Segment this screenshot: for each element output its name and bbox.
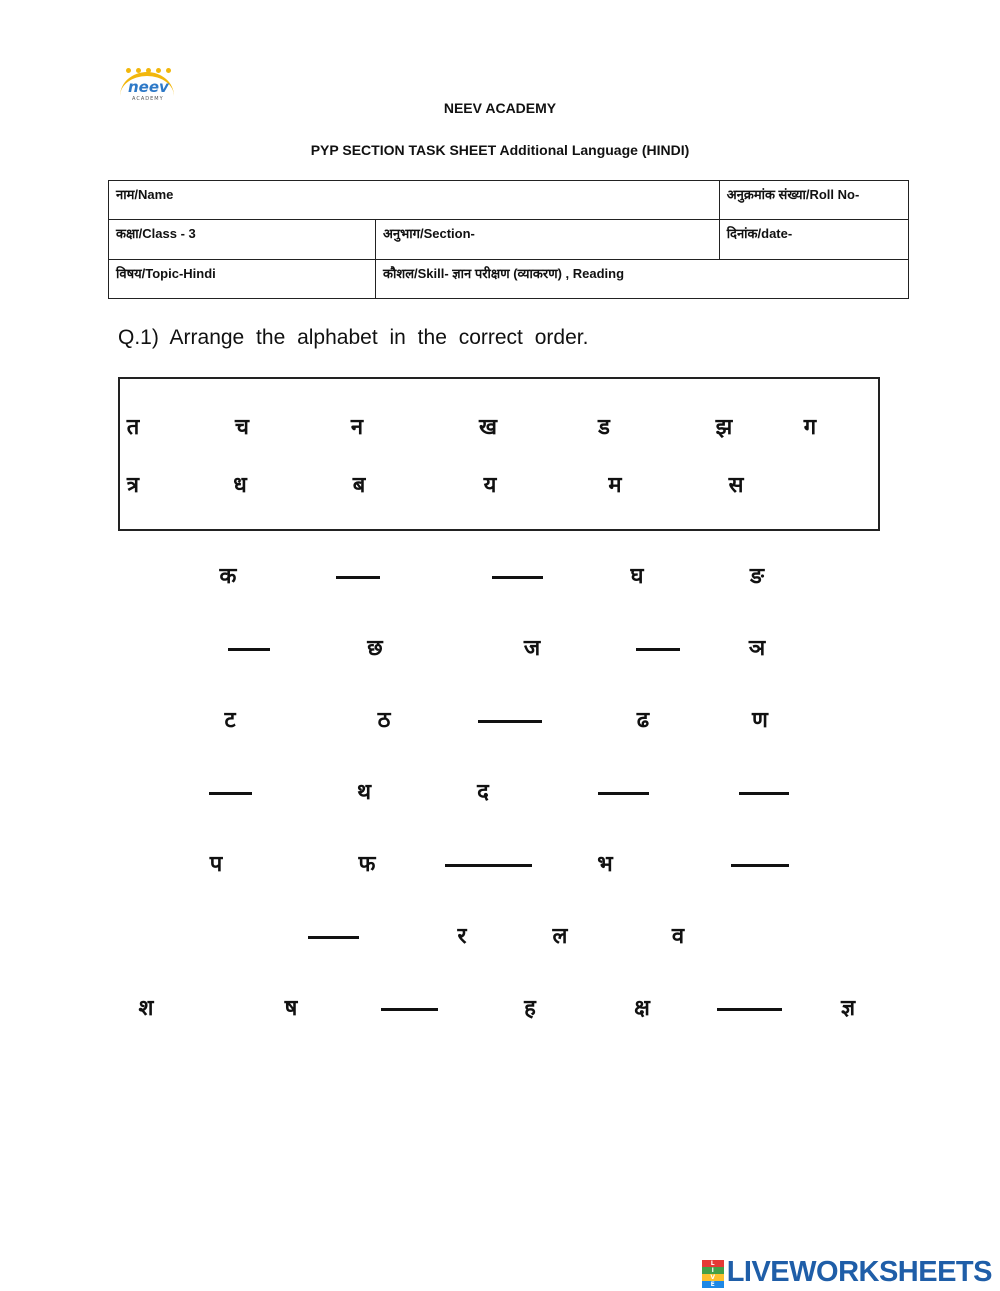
answer-blank[interactable] bbox=[717, 1008, 782, 1011]
answer-blank[interactable] bbox=[636, 648, 680, 651]
word-bank-letter[interactable]: ब bbox=[352, 473, 366, 498]
question-text: Q.1) Arrange the alphabet in the correct order. bbox=[118, 326, 589, 349]
answer-letter: द bbox=[477, 780, 489, 805]
answer-blank[interactable] bbox=[308, 936, 359, 939]
word-bank-letter[interactable]: त्र bbox=[126, 473, 140, 498]
name-cell[interactable]: नाम/Name bbox=[109, 181, 720, 220]
sheet-title: PYP SECTION TASK SHEET Additional Language (HINDI) bbox=[310, 142, 690, 158]
badge-letter: I bbox=[702, 1267, 724, 1274]
word-bank-letter[interactable]: म bbox=[608, 473, 622, 498]
word-bank-letter[interactable]: ख bbox=[479, 415, 497, 440]
date-cell[interactable]: दिनांक/date- bbox=[719, 220, 908, 259]
answer-letter: ज्ञ bbox=[840, 996, 856, 1021]
skill-cell: कौशल/Skill- ज्ञान परीक्षण (व्याकरण) , Reading bbox=[376, 259, 909, 298]
liveworksheets-footer bbox=[702, 1256, 992, 1288]
answer-letter: फ bbox=[358, 852, 376, 877]
answer-letter: ज bbox=[523, 636, 541, 661]
liveworksheets-brand: LIVEWORKSHEETS bbox=[726, 1255, 992, 1288]
answer-letter: छ bbox=[367, 636, 383, 661]
word-bank-letter[interactable]: ध bbox=[233, 473, 247, 498]
answer-blank[interactable] bbox=[598, 792, 649, 795]
section-cell[interactable]: अनुभाग/Section- bbox=[376, 220, 720, 259]
student-info-table bbox=[108, 180, 909, 299]
word-bank-letter[interactable]: च bbox=[235, 415, 249, 440]
answer-blank[interactable] bbox=[209, 792, 252, 795]
topic-cell: विषय/Topic-Hindi bbox=[109, 259, 376, 298]
answer-blank[interactable] bbox=[739, 792, 789, 795]
answer-letter: प bbox=[209, 852, 223, 877]
answer-blank[interactable] bbox=[492, 576, 543, 579]
answer-letter: ल bbox=[552, 924, 568, 949]
badge-letter: V bbox=[702, 1274, 724, 1281]
word-bank-letter[interactable]: य bbox=[483, 473, 497, 498]
word-bank-letter[interactable]: झ bbox=[715, 415, 733, 440]
school-name: NEEV ACADEMY bbox=[443, 100, 557, 116]
answer-letter: ठ bbox=[377, 708, 391, 733]
logo-text: neev bbox=[128, 78, 169, 96]
answer-letter: व bbox=[671, 924, 685, 949]
liveworksheets-logo-icon bbox=[702, 1260, 724, 1288]
answer-letter: घ bbox=[630, 564, 644, 589]
badge-letter: E bbox=[702, 1281, 724, 1288]
answer-letter: ढ bbox=[636, 708, 650, 733]
answer-letter: थ bbox=[356, 780, 372, 805]
roll-cell[interactable]: अनुक्रमांक संख्या/Roll No- bbox=[719, 181, 908, 220]
class-cell: कक्षा/Class - 3 bbox=[109, 220, 376, 259]
answer-letter: र bbox=[457, 924, 467, 949]
answer-blank[interactable] bbox=[381, 1008, 438, 1011]
answer-blank[interactable] bbox=[336, 576, 380, 579]
word-bank-box bbox=[118, 377, 880, 531]
answer-blank[interactable] bbox=[731, 864, 789, 867]
answer-letter: श bbox=[138, 996, 154, 1021]
answer-letter: ह bbox=[524, 996, 536, 1021]
answer-letter: क bbox=[219, 564, 237, 589]
answer-letter: ट bbox=[224, 708, 236, 733]
badge-letter: L bbox=[702, 1260, 724, 1267]
answer-letter: भ bbox=[597, 852, 613, 877]
answer-letter: ङ bbox=[749, 564, 765, 589]
word-bank-letter[interactable]: ड bbox=[598, 415, 610, 440]
answer-letter: ञ bbox=[748, 636, 766, 661]
answer-blank[interactable] bbox=[445, 864, 532, 867]
word-bank-letter[interactable]: त bbox=[126, 415, 140, 440]
word-bank-letter[interactable]: स bbox=[728, 473, 744, 498]
answer-letter: ष bbox=[284, 996, 298, 1021]
answer-blank[interactable] bbox=[478, 720, 542, 723]
answer-letter: क्ष bbox=[634, 996, 650, 1021]
answer-letter: ण bbox=[752, 708, 768, 733]
word-bank-letter[interactable]: न bbox=[350, 415, 364, 440]
word-bank-letter[interactable]: ग bbox=[803, 415, 817, 440]
answer-blank[interactable] bbox=[228, 648, 270, 651]
logo-subtext: ACADEMY bbox=[132, 96, 164, 102]
